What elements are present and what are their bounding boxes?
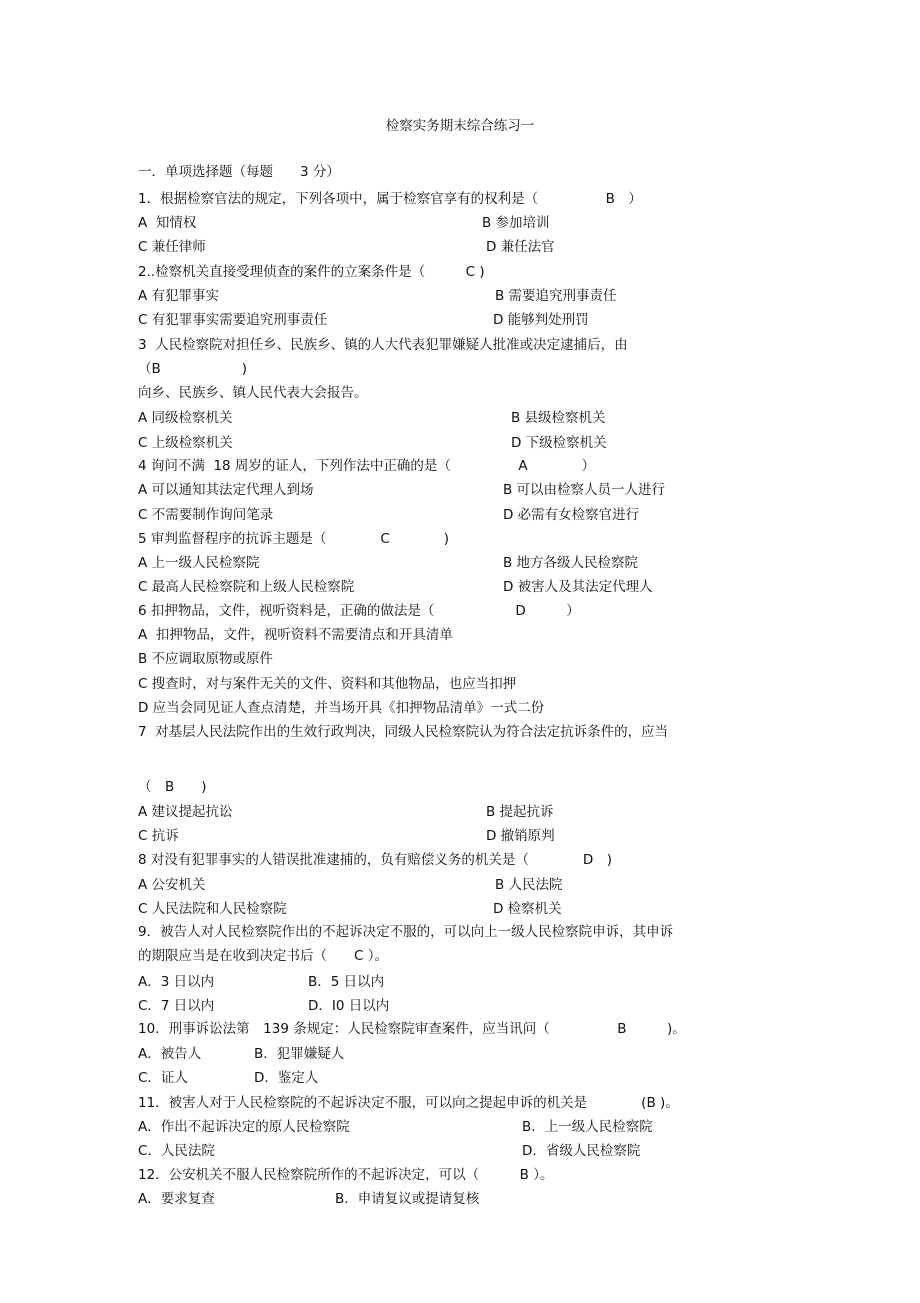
question-line: （ B ) — [138, 779, 207, 795]
question-line: 的期限应当是在收到决定书后（ C ）。 — [138, 948, 388, 964]
option-line: A 建议提起抗讼 — [138, 804, 233, 820]
option-line: A．被告人 — [138, 1046, 202, 1062]
option-line: B 参加培训 — [482, 215, 550, 231]
option-line: D 应当会同见证人查点清楚，并当场开具《扣押物品清单》一式二份 — [138, 700, 545, 716]
question-line: 4 询问不满 18 周岁的证人，下列作法中正确的是（ A ） — [138, 458, 596, 474]
option-line: A 知情权 — [138, 215, 197, 231]
option-line: A 上一级人民检察院 — [138, 555, 260, 571]
question-line: 8 对没有犯罪事实的人错误批准逮捕的，负有赔偿义务的机关是（ D ) — [138, 852, 613, 868]
option-line: A 扣押物品，文件，视听资料不需要清点和开具清单 — [138, 627, 453, 643]
section-heading: 一．单项选择题（每题 3 分） — [138, 164, 340, 180]
option-line: C 上级检察机关 — [138, 435, 233, 451]
option-line: D．I0 日以内 — [308, 998, 390, 1014]
option-line: B 地方各级人民检察院 — [503, 555, 639, 571]
option-line: D 下级检察机关 — [511, 435, 607, 451]
option-line: B 提起抗诉 — [486, 804, 554, 820]
option-line: B．犯罪嫌疑人 — [254, 1046, 345, 1062]
option-line: C．人民法院 — [138, 1143, 215, 1159]
option-line: A 公安机关 — [138, 877, 206, 893]
question-line: 3 人民检察院对担任乡、民族乡、镇的人大代表犯罪嫌疑人批准或决定逮捕后，由 — [138, 337, 628, 353]
option-line: B 县级检察机关 — [511, 410, 606, 426]
option-line: C 最高人民检察院和上级人民检察院 — [138, 579, 355, 595]
option-line: D 检察机关 — [493, 901, 562, 917]
option-line: B．申请复议或提请复核 — [335, 1191, 480, 1207]
question-line: 10．刑事诉讼法第 139 条规定：人民检察院审查案件，应当讯问（ B )。 — [138, 1021, 686, 1037]
option-line: D．鉴定人 — [254, 1070, 319, 1086]
option-line: C 搜查时，对与案件无关的文件、资料和其他物品，也应当扣押 — [138, 676, 517, 692]
question-line: 7 对基层人民法院作出的生效行政判决，同级人民检察院认为符合法定抗诉条件的，应当 — [138, 724, 669, 740]
option-line: A．要求复查 — [138, 1191, 215, 1207]
option-line: C 人民法院和人民检察院 — [138, 901, 287, 917]
option-line: B 可以由检察人员一人进行 — [503, 482, 666, 498]
option-line: D 撤销原判 — [486, 828, 555, 844]
question-line: （B ) — [138, 361, 248, 377]
option-line: B 人民法院 — [495, 877, 563, 893]
question-line: 9．被告人对人民检察院作出的不起诉决定不服的，可以向上一级人民检察院申诉，其申诉 — [138, 924, 674, 940]
question-line: 5 审判监督程序的抗诉主题是（ C ) — [138, 531, 450, 547]
option-line: A 可以通知其法定代理人到场 — [138, 482, 314, 498]
option-line: D 必需有女检察官进行 — [503, 507, 640, 523]
option-line: C 有犯罪事实需要追究刑事责任 — [138, 312, 328, 328]
option-line: A．作出不起诉决定的原人民检察院 — [138, 1119, 350, 1135]
option-line: D 能够判处刑罚 — [493, 312, 589, 328]
option-line: C．证人 — [138, 1070, 188, 1086]
option-line: B 不应调取原物或原件 — [138, 651, 274, 667]
document-title: 检察实务期末综合练习一 — [385, 118, 535, 134]
option-line: D．省级人民检察院 — [522, 1143, 641, 1159]
option-line: A．3 日以内 — [138, 974, 215, 990]
option-line: B 需要追究刑事责任 — [495, 288, 617, 304]
option-line: C 抗诉 — [138, 828, 179, 844]
option-line: C 兼任律师 — [138, 239, 206, 255]
question-line: 1．根据检察官法的规定，下列各项中，属于检察官享有的权利是（ B ） — [138, 191, 642, 207]
option-line: C．7 日以内 — [138, 998, 215, 1014]
option-line: D 被害人及其法定代理人 — [503, 579, 653, 595]
question-line: 向乡、民族乡、镇人民代表大会报告。 — [138, 385, 368, 401]
option-line: D 兼任法官 — [486, 239, 555, 255]
question-line: 12．公安机关不服人民检察院所作的不起诉决定，可以（ B ）。 — [138, 1167, 554, 1183]
option-line: B．上一级人民检察院 — [522, 1119, 653, 1135]
option-line: A 有犯罪事实 — [138, 288, 220, 304]
question-line: 11．被害人对于人民检察院的不起诉决定不服，可以向之提起申诉的机关是 (B )。 — [138, 1095, 679, 1111]
question-line: 6 扣押物品，文件，视听资料是，正确的做法是（ D ） — [138, 603, 580, 619]
question-line: 2..检察机关直接受理侦查的案件的立案条件是（ C ) — [138, 264, 485, 280]
option-line: A 同级检察机关 — [138, 410, 233, 426]
option-line: B．5 日以内 — [308, 974, 385, 990]
option-line: C 不需要制作询问笔录 — [138, 507, 274, 523]
